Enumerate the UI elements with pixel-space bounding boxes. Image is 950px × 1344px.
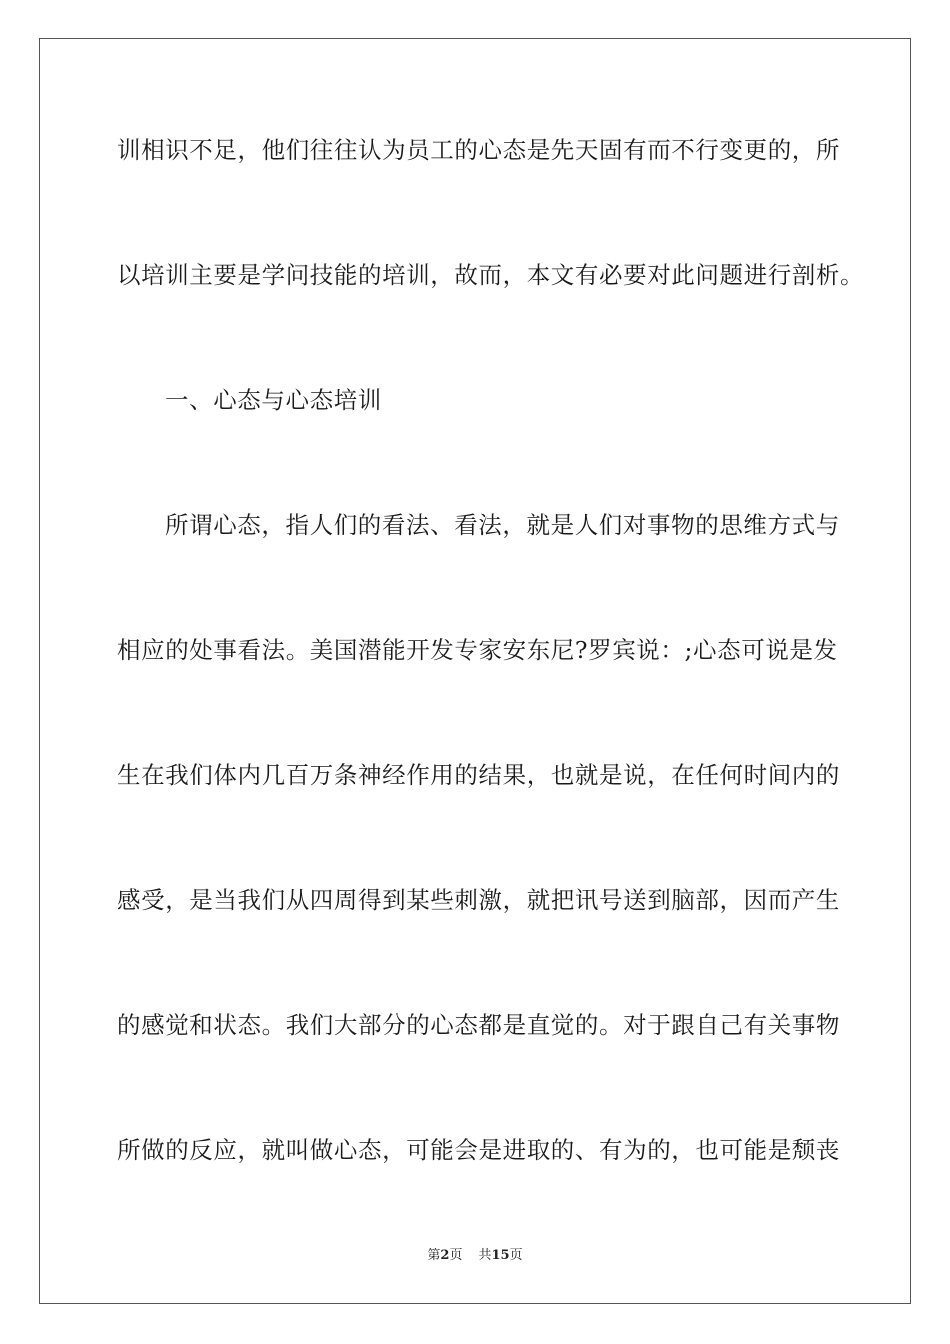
section-heading: 一、心态与心态培训	[165, 386, 382, 414]
page-prefix: 第	[427, 1248, 441, 1263]
body-text-line-1: 训相识不足，他们往往认为员工的心态是先天固有而不行变更的，所	[117, 136, 840, 164]
body-text-line-9: 所做的反应，就叫做心态，可能会是进取的、有为的，也可能是颓丧	[117, 1136, 840, 1164]
body-text-line-7: 感受，是当我们从四周得到某些刺激，就把讯号送到脑部，因而产生	[117, 886, 840, 914]
page-footer	[0, 1246, 950, 1266]
body-text-line-5: 相应的处事看法。美国潜能开发专家安东尼?罗宾说：;心态可说是发	[117, 636, 838, 664]
total-pages: 15	[491, 1248, 510, 1263]
total-prefix: 共	[478, 1248, 492, 1263]
body-text-line-2: 以培训主要是学问技能的培训，故而，本文有必要对此问题进行剖析。	[117, 261, 865, 289]
body-text-line-6: 生在我们体内几百万条神经作用的结果，也就是说，在任何时间内的	[117, 761, 840, 789]
page-number: 2	[440, 1248, 450, 1263]
total-suffix: 页	[509, 1248, 523, 1263]
page-suffix: 页	[449, 1248, 463, 1263]
body-text-line-8: 的感觉和状态。我们大部分的心态都是直觉的。对于跟自己有关事物	[117, 1011, 840, 1039]
page-border	[39, 38, 911, 1304]
body-text-line-4: 所谓心态，指人们的看法、看法，就是人们对事物的思维方式与	[165, 511, 840, 539]
